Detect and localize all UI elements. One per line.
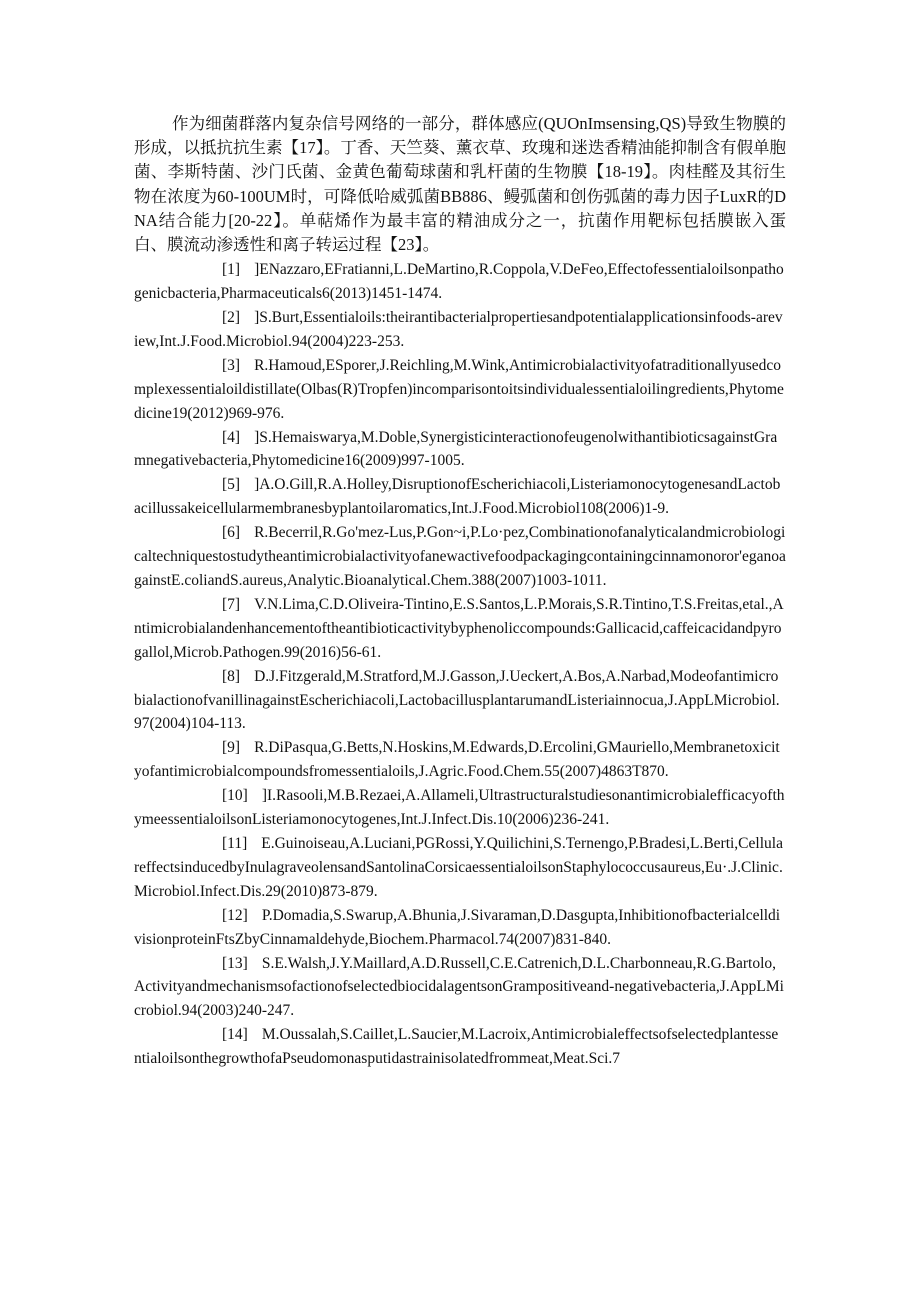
- reference-number: [13]: [222, 954, 248, 972]
- reference-item: [134, 426, 786, 474]
- reference-text: ]S.Hemaiswarya,M.Doble,SynergisticinteractionofeugenolwithantibioticsagainstGramnegativebacteria,Phytomedicine16(2009)997-1005.: [134, 428, 778, 470]
- reference-item: [134, 593, 786, 665]
- reference-number: [2]: [222, 309, 241, 327]
- reference-number: [14]: [222, 1026, 248, 1044]
- reference-item: [134, 354, 786, 426]
- reference-text: R.Becerril,R.Go'mez-Lus,P.Gon~i,P.Lo·pez,Combinationofanalyticalandmicrobiologicaltechniquestostudytheantimicrobialactivityofanewactivefoodpackagingcontainingcinnamonoror'eganoagainstE.coliandS.aureus,Analytic.Bioanalytical.Chem.388(2007)1003-1011.: [134, 524, 786, 589]
- reference-item: [134, 736, 786, 784]
- reference-text: P.Domadia,S.Swarup,A.Bhunia,J.Sivaraman,D.Dasgupta,InhibitionofbacterialcelldivisionproteinFtsZbyCinnamaldehyde,Biochem.Pharmacol.74(2007)831-840.: [134, 906, 781, 948]
- reference-number: [3]: [222, 356, 241, 374]
- reference-text: V.N.Lima,C.D.Oliveira-Tintino,E.S.Santos,L.P.Morais,S.R.Tintino,T.S.Freitas,etal.,Antimicrobialandenhancementoftheantibioticactivitybyphenoliccompounds:Gallicacid,caffeicacidandpyrogallol,Microb.Pathogen.99(2016)56-61.: [134, 595, 784, 661]
- document-page: [134, 112, 786, 1071]
- reference-text: M.Oussalah,S.Caillet,L.Saucier,M.Lacroix,AntimicrobialeffectsofselectedplantessentialoilsonthegrowthofaPseudomonasputidastrainisolatedfrommeat,Meat.Sci.7: [134, 1026, 779, 1068]
- reference-number: [8]: [222, 667, 241, 685]
- reference-item: [134, 1023, 786, 1071]
- reference-text: E.Guinoiseau,A.Luciani,PGRossi,Y.Quilichini,S.Ternengo,P.Bradesi,L.Berti,CellulareffectsinducedbyInulagraveolensandSantolinaCorsicaessentialoilsonStaphylococcusaureus,Eu·.J.Clinic.Microbiol.Infect.Dis.29(2010)873-879.: [134, 834, 783, 900]
- reference-text: ]A.O.Gill,R.A.Holley,DisruptionofEscherichiacoli,ListeriamonocytogenesandLactobacillussakeicellularmembranesbyplantoilaromatics,Int.J.Food.Microbiol108(2006)1-9.: [134, 476, 781, 518]
- reference-text: S.E.Walsh,J.Y.Maillard,A.D.Russell,C.E.Catrenich,D.L.Charbonneau,R.G.Bartolo,ActivityandmechanismsofactionofselectedbiocidalagentsonGrampositiveand-negativebacteria,J.AppLMicrobiol.94(2003)240-247.: [134, 954, 784, 1020]
- reference-item: [134, 306, 786, 354]
- reference-number: [10]: [222, 787, 248, 805]
- reference-text: R.Hamoud,ESporer,J.Reichling,M.Wink,Antimicrobialactivityofatraditionallyusedcomplexessentialoildistillate(Olbas(R)Tropfen)incomparisontoitsindividualessentialoilingredients,Phytomedicine19(2012)969-976.: [134, 356, 784, 422]
- reference-item: [134, 784, 786, 832]
- reference-number: [6]: [222, 524, 241, 542]
- reference-text: D.J.Fitzgerald,M.Stratford,M.J.Gasson,J.Ueckert,A.Bos,A.Narbad,ModeofantimicrobialactionofvanillinagainstEscherichiacoli,LactobacillusplantarumandListeriainnocua,J.AppLMicrobiol.97(2004)104-113.: [134, 667, 780, 733]
- reference-text: R.DiPasqua,G.Betts,N.Hoskins,M.Edwards,D.Ercolini,GMauriello,Membranetoxicityofantimicrobialcompoundsfromessentialoils,J.Agric.Food.Chem.55(2007)4863T870.: [134, 739, 780, 781]
- reference-number: [4]: [222, 428, 241, 446]
- reference-text: ]S.Burt,Essentialoils:theirantibacterialpropertiesandpotentialapplicationsinfoods-areview,Int.J.Food.Microbiol.94(2004)223-253.: [134, 309, 783, 350]
- reference-item: [134, 904, 786, 952]
- reference-number: [7]: [222, 595, 241, 613]
- reference-item: [134, 258, 786, 306]
- reference-number: [9]: [222, 739, 241, 757]
- intro-paragraph: 作为细菌群落内复杂信号网络的一部分，群体感应(QUOnImsensing,QS)导致生物膜的形成，以抵抗抗生素【17】。丁香、天竺葵、薰衣草、玫瑰和迷迭香精油能抑制含有假单胞菌、李斯特菌、沙门氏菌、金黄色葡萄球菌和乳杆菌的生物膜【18-19】。肉桂醛及其衍生物在浓度为60-100UM时，可降低哈威弧菌BB886、鳗弧菌和创伤弧菌的毒力因子LuxR的DNA结合能力[20-22】。单萜烯作为最丰富的精油成分之一，抗菌作用靶标包括膜嵌入蛋白、膜流动渗透性和离子转运过程【23】。: [134, 114, 786, 255]
- reference-list: [134, 258, 786, 1071]
- reference-text: ]ENazzaro,EFratianni,L.DeMartino,R.Coppola,V.DeFeo,Effectofessentialoilsonpathogenicbacteria,Pharmaceuticals6(2013)1451-1474.: [134, 261, 784, 303]
- reference-item: [134, 952, 786, 1024]
- reference-item: [134, 665, 786, 737]
- reference-item: [134, 521, 786, 593]
- reference-number: [5]: [222, 476, 241, 494]
- reference-text: ]I.Rasooli,M.B.Rezaei,A.Allameli,UltrastructuralstudiesonantimicrobialefficacyofthymeessentialoilsonListeriamonocytogenes,Int.J.Infect.Dis.10(2006)236-241.: [134, 787, 785, 829]
- reference-number: [11]: [222, 834, 248, 852]
- reference-number: [1]: [222, 261, 241, 279]
- reference-item: [134, 832, 786, 904]
- reference-item: [134, 473, 786, 521]
- reference-number: [12]: [222, 906, 248, 924]
